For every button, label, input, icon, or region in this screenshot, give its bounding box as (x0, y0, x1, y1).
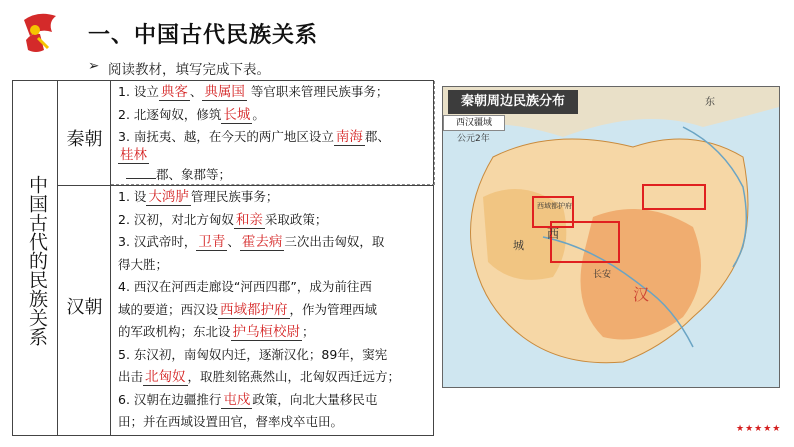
era-han: 汉朝 (66, 297, 103, 318)
answer-dianshuguo: 典属国 (204, 84, 245, 100)
han-content (111, 186, 435, 435)
han-line-7: 的军政机构；东北设 护乌桓校尉 ； (118, 324, 315, 340)
map-drawing (443, 87, 779, 387)
party-logo (18, 10, 60, 54)
topic-column (13, 81, 58, 435)
inset-title: 西汉疆域 (443, 115, 505, 131)
map-title: 秦朝周边民族分布 (448, 90, 578, 114)
answer-weiqing: 卫青 (198, 234, 226, 250)
han-line-5: 4. 西汉在河西走廊设“河西四郡”，成为前往西 (118, 279, 372, 294)
qin-content (111, 81, 435, 185)
han-line-11: 田；并在西域设置田官，督率戍卒屯田。 (118, 414, 344, 429)
instruction-text: ➢ 阅读教材，填写完成下表。 (88, 58, 270, 78)
topic-label: 中国古代的民族关系 (26, 174, 48, 346)
qin-line-2: 2. 北逐匈奴，修筑 长城 。 (118, 106, 265, 123)
era-qin: 秦朝 (66, 129, 103, 150)
han-line-2: 2. 汉初，对北方匈奴 和亲 采取政策； (118, 211, 328, 228)
answer-xiyuduhufu: 西域都护府 (220, 301, 288, 318)
map-label-west: 西 (547, 227, 560, 241)
blank-underline (126, 164, 156, 179)
relations-table (12, 80, 434, 436)
han-line-10: 6. 汉朝在边疆推行 屯戍 政策，向北大量移民屯 (118, 391, 378, 408)
page-title: 一、中国古代民族关系 (88, 23, 319, 48)
answer-dahonglu: 大鸿胪 (148, 189, 189, 205)
arrow-bullet-icon: ➢ (88, 58, 100, 74)
han-line-1: 1. 设 大鸿胪 管理民族事务； (118, 189, 279, 205)
inset-subtitle: 公元2年 (457, 134, 490, 144)
map-label-east: 东 (705, 97, 715, 108)
qin-line-3: 3. 南抚夷、越，在今天的两广地区设立 南海 郡、 桂林 (118, 129, 390, 163)
map-label-changan: 长安 (593, 270, 612, 280)
han-line-8: 5. 东汉初，南匈奴内迁，逐渐汉化；89年，窦宪 (118, 346, 388, 362)
decorative-stars: ★★★★★ (736, 424, 782, 434)
answer-beixiongnu: 北匈奴 (145, 369, 186, 385)
answer-changcheng: 长城 (223, 106, 251, 123)
answer-dianke: 典客 (160, 84, 188, 100)
answer-nanhai: 南海 (335, 129, 363, 145)
han-line-9: 出击 北匈奴 ，取胜刻铭燕然山，北匈奴西迁远方； (118, 369, 401, 385)
map-label-city: 城 (513, 239, 524, 252)
answer-guilin: 桂林 (120, 147, 147, 163)
answer-huoqubing: 霍去病 (241, 234, 283, 250)
han-line-3: 3. 汉武帝时， 卫青 、 霍去病 三次出击匈奴，取 (118, 234, 385, 250)
map-label-xiyu: 西域都护府 (537, 202, 572, 210)
answer-tunshu: 屯戍 (223, 391, 251, 408)
han-line-4: 得大胜； (118, 256, 169, 272)
historical-map (442, 86, 780, 388)
han-line-6: 域的要道；西汉设 西域都护府 ，作为管理西域 (118, 301, 378, 318)
answer-heqin: 和亲 (235, 211, 263, 228)
qin-line-1: 1. 设立 典客 、 典属国 等官职来管理民族事务； (118, 84, 389, 100)
qin-line-4: 郡、象郡等； (118, 164, 430, 187)
map-label-han: 汉 (633, 285, 650, 304)
era-column (58, 81, 111, 435)
answer-huwuhuanxiaowei: 护乌桓校尉 (232, 324, 301, 340)
